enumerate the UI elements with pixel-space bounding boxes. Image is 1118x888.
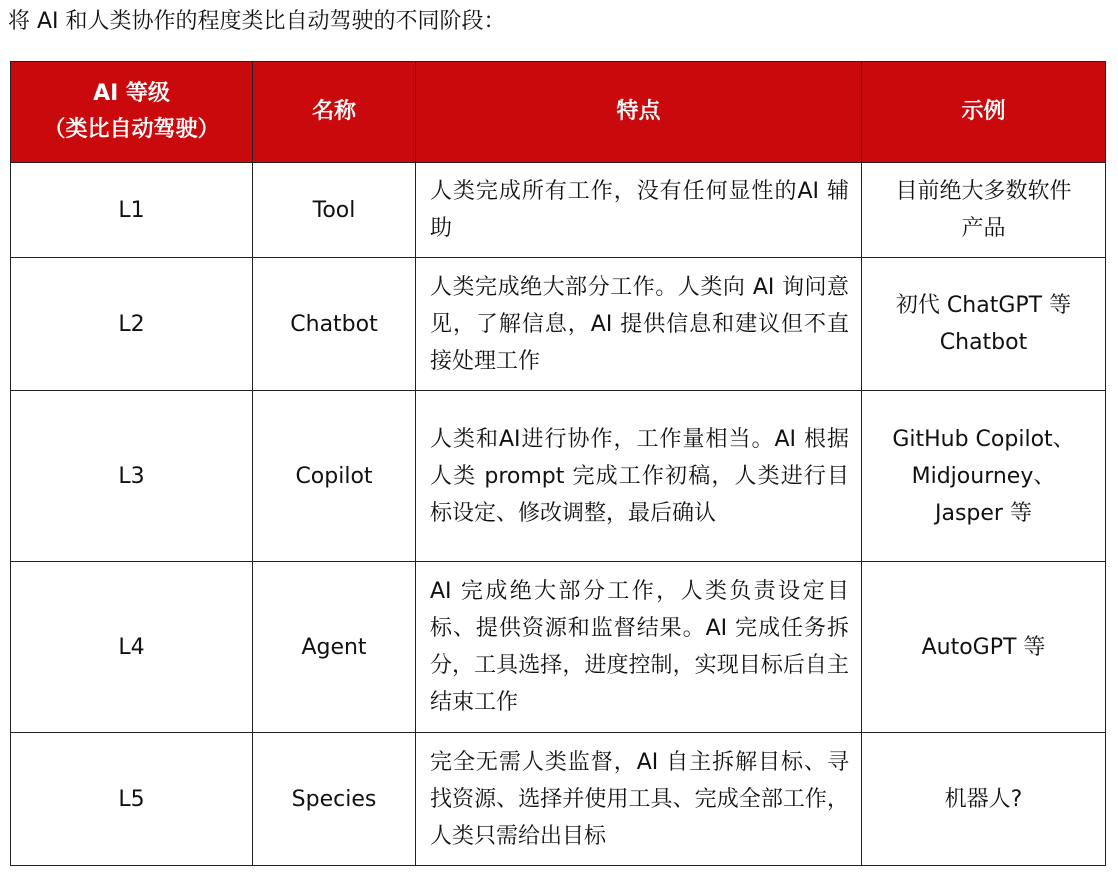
example-line: 机器人?: [944, 786, 1023, 812]
feature-cell: 人类和AI进行协作，工作量相当。AI 根据人类 prompt 完成工作初稿，人类进行目标设定、修改调整，最后确认: [416, 391, 862, 562]
level-cell: L4: [11, 562, 253, 733]
header-ai-level-line2: （类比自动驾驶）: [43, 117, 220, 142]
example-line: GitHub Copilot、: [892, 426, 1075, 452]
table-header-row: [11, 62, 1106, 163]
name-cell: Tool: [253, 163, 416, 258]
example-line: 初代 ChatGPT 等: [895, 293, 1072, 318]
table-row: [11, 733, 1106, 866]
example-cell: [862, 562, 1106, 733]
name-cell: Chatbot: [253, 258, 416, 391]
example-line: Chatbot: [939, 330, 1028, 355]
level-cell: L1: [11, 163, 253, 258]
level-cell: L2: [11, 258, 253, 391]
table-row: [11, 163, 1106, 258]
example-cell: [862, 163, 1106, 258]
example-line: 产品: [961, 216, 1006, 241]
intro-text: 将 AI 和人类协作的程度类比自动驾驶的不同阶段：: [8, 9, 506, 34]
feature-cell: 人类完成绝大部分工作。人类向 AI 询问意见，了解信息，AI 提供信息和建议但不直接处理工作: [416, 258, 862, 391]
name-cell: Species: [253, 733, 416, 866]
example-line: AutoGPT 等: [921, 634, 1046, 660]
example-line: Jasper 等: [935, 500, 1032, 526]
name-cell: Agent: [253, 562, 416, 733]
example-line: 目前绝大多数软件: [895, 179, 1072, 204]
level-cell: L3: [11, 391, 253, 562]
table-row: [11, 391, 1106, 562]
header-ai-level: [11, 62, 253, 163]
example-cell: [862, 733, 1106, 866]
table-row: [11, 562, 1106, 733]
name-cell: Copilot: [253, 391, 416, 562]
header-name: 名称: [253, 62, 416, 163]
header-example: 示例: [862, 62, 1106, 163]
header-ai-level-line1: AI 等级: [93, 81, 170, 106]
example-cell: [862, 258, 1106, 391]
level-cell: L5: [11, 733, 253, 866]
header-feature: 特点: [416, 62, 862, 163]
feature-cell: 完全无需人类监督，AI 自主拆解目标、寻找资源、选择并使用工具、完成全部工作，人类只需给出目标: [416, 733, 862, 866]
feature-cell: AI 完成绝大部分工作，人类负责设定目标、提供资源和监督结果。AI 完成任务拆分，工具选择，进度控制，实现目标后自主结束工作: [416, 562, 862, 733]
feature-cell: 人类完成所有工作，没有任何显性的AI 辅助: [416, 163, 862, 258]
table-row: [11, 258, 1106, 391]
ai-level-table: [10, 61, 1106, 866]
example-cell: [862, 391, 1106, 562]
example-line: Midjourney、: [911, 463, 1056, 489]
